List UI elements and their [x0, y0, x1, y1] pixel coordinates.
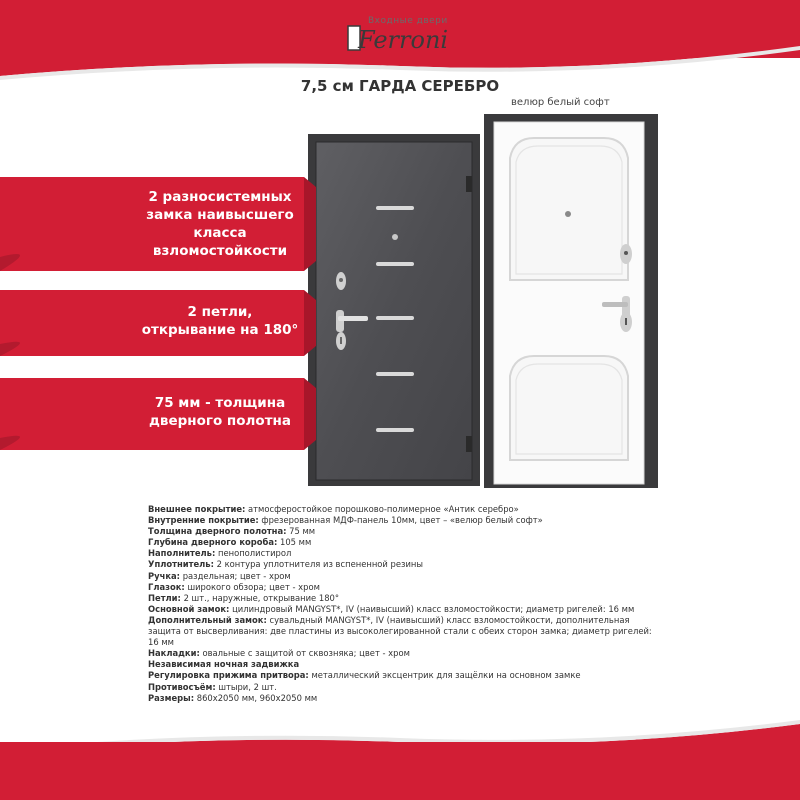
feature-text-thickness: 75 мм - толщина дверного полотна	[149, 395, 291, 429]
spec-line: Накладки: овальные с защитой от сквозняка; цвет - хром	[148, 648, 410, 659]
spec-line: Размеры: 860х2050 мм, 960х2050 мм	[148, 692, 318, 703]
spec-line: Ручка: раздельная; цвет - хром	[148, 570, 291, 581]
spec-line: Глубина дверного короба: 105 мм	[148, 537, 312, 548]
specifications-list	[148, 504, 658, 704]
spec-line: Основной замок: цилиндровый MANGYST*, IV (наивысший) класс взломостойкости; диаметр ригелей: 16 мм	[148, 603, 635, 614]
brand-tagline: Входные двери	[368, 16, 448, 26]
spec-line: Внешнее покрытие: атмосферостойкое порошково-полимерное «Антик серебро»	[148, 504, 519, 514]
spec-line: Глазок: широкого обзора; цвет - хром	[148, 581, 320, 592]
door-exterior-view	[308, 134, 480, 486]
spec-line: Петли: 2 шт., наружные, открывание 180°	[148, 592, 340, 603]
spec-line: Регулировка прижима притвора: металлический эксцентрик для защёлки на основном замке	[148, 670, 581, 681]
brand-name: Ferroni	[358, 26, 449, 54]
spec-line: Независимая ночная задвижка	[148, 659, 300, 670]
bottom-red-band	[0, 742, 800, 800]
brand-logo	[332, 16, 472, 60]
spec-line: Дополнительный замок: сувальдный MANGYST*, IV (наивысший) класс взломостойкости, дополнительная защита от высверливания: две пластины из высоколегированной стали с обеих сторон замка; диаметр ригелей: 16 мм	[148, 614, 652, 648]
feature-text-hinges: 2 петли, открывание на 180°	[141, 304, 299, 338]
inner-finish-caption: велюр белый софт	[511, 97, 610, 108]
spec-line: Противосъём: штыри, 2 шт.	[148, 681, 277, 692]
spec-line: Толщина дверного полотна: 75 мм	[148, 526, 316, 537]
product-title: 7,5 см ГАРДА СЕРЕБРО	[300, 77, 500, 95]
spec-line: Наполнитель: пенополистирол	[148, 548, 292, 559]
spec-line: Внутренние покрытие: фрезерованная МДФ-панель 10мм, цвет – «велюр белый софт»	[148, 515, 543, 526]
door-interior-view	[484, 114, 658, 488]
spec-line: Уплотнитель: 2 контура уплотнителя из вспененной резины	[148, 559, 423, 570]
feature-text-locks: 2 разносистемных замка наивысшего класса взломостойкости	[146, 189, 294, 259]
